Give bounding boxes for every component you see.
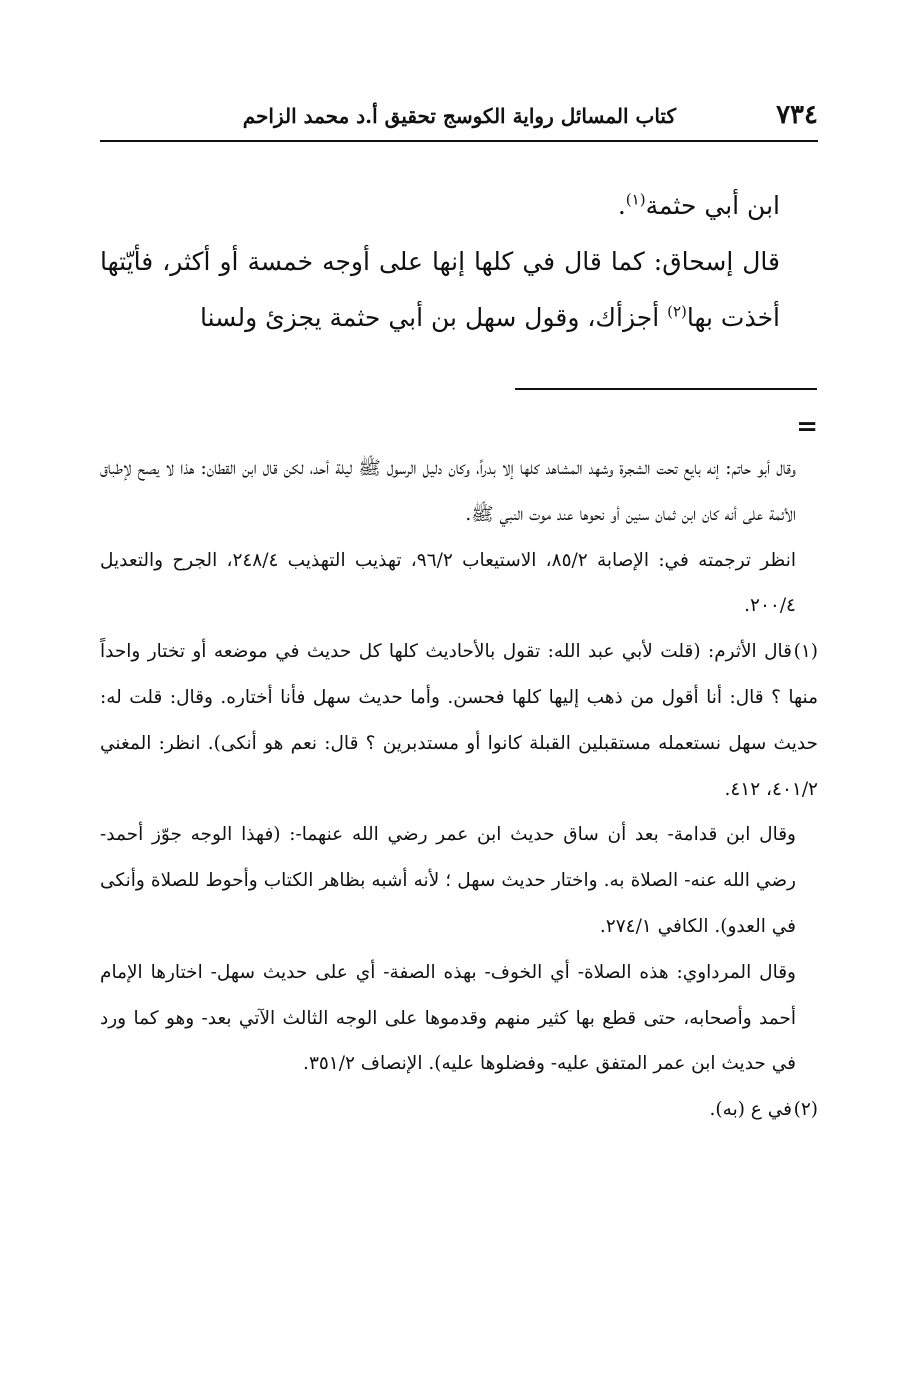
footnote-2-marker: (٢)	[793, 1099, 818, 1121]
running-title: كتاب المسائل رواية الكوسج تحقيق أ.د محمد الزاحم	[242, 104, 676, 128]
main-paragraph-2	[100, 234, 818, 346]
page-header	[100, 98, 818, 138]
footnote-ref-1: (١)	[625, 190, 646, 209]
main-p1-end: .	[617, 191, 626, 220]
footnote-1-paragraph-2: وقال ابن قدامة- بعد أن ساق حديث ابن عمر رضي الله عنهما-: (فهذا الوجه جوّز أحمد- رضي الله عنه- الصلاة به. واختار حديث سهل ؛ لأنه أشبه بظاهر الكتاب وأحوط للصلاة وأنكى في العدو). الكافي ٢٧٤/١.	[100, 824, 796, 937]
main-text	[100, 178, 818, 346]
header-rule	[100, 140, 818, 142]
footnote-2-text: في ع (به).	[709, 1099, 792, 1121]
footnote-separator	[515, 388, 817, 390]
main-p1-text: ابن أبي حثمة	[645, 191, 780, 220]
footnote-continued-paragraph-2: انظر ترجمته في: الإصابة ٨٥/٢، الاستيعاب ٩٦/٢، تهذيب التهذيب ٢٤٨/٤، الجرح والتعديل ٢٠٠/٤.	[100, 549, 796, 617]
page-number: ٧٣٤	[776, 100, 818, 130]
footnote-1-paragraph-3: وقال المرداوي: هذه الصلاة- أي الخوف- بهذه الصفة- أي على حديث سهل- اختارها الإمام أحمد وأصحابه، حتى قطع بها كثير منهم وقدموها على الوجه الثالث الآتي بعد- وهو كما ورد في حديث ابن عمر المتفق عليه- وفضلوها عليه). الإنصاف ٣٥١/٢.	[100, 961, 796, 1075]
footnotes	[100, 446, 818, 1133]
footnote-1-text: قال الأثرم: (قلت لأبي عبد الله: تقول بالأحاديث كلها كل حديث في موضعه أو تختار واحداً منها ؟ قال: أنا أقول من ذهب إليها كلها فحسن. وأما حديث سهل فأنا أختاره. وقال: قلت له: حديث سهل نستعمله مستقبلين القبلة كانوا أو مستدبرين ؟ قال: نعم هو أنكى). انظر: المغني ٤٠١/٢، ٤١٢.	[100, 641, 818, 800]
footnote-1-marker: (١)	[793, 641, 818, 663]
main-paragraph-1	[100, 178, 818, 234]
footnote-continued-paragraph-1: وقال أبو حاتم: إنه بايع تحت الشجرة وشهد المشاهد كلها إلا بدراً، وكان دليل الرسول ﷺ ليلة أحد، لكن قال ابن القطان: هذا لا يصح لإطباق الأئمة على أنه كان ابن ثمان سنين أو نحوها عند موت النبي ﷺ.	[100, 458, 796, 525]
footnote-ref-2: (٢)	[667, 302, 687, 321]
main-p2-text: قال إسحاق: كما قال في كلها إنها على أوجه خمسة أو أكثر، فأيّتها أخذت بها	[100, 247, 780, 332]
footnote-1-paragraph-1	[100, 629, 818, 812]
footnote-continuation-mark: =	[796, 412, 818, 442]
main-p2-end: أجزأك، وقول سهل بن أبي حثمة يجزئ ولسنا	[200, 303, 668, 332]
footnote-2	[100, 1087, 818, 1133]
